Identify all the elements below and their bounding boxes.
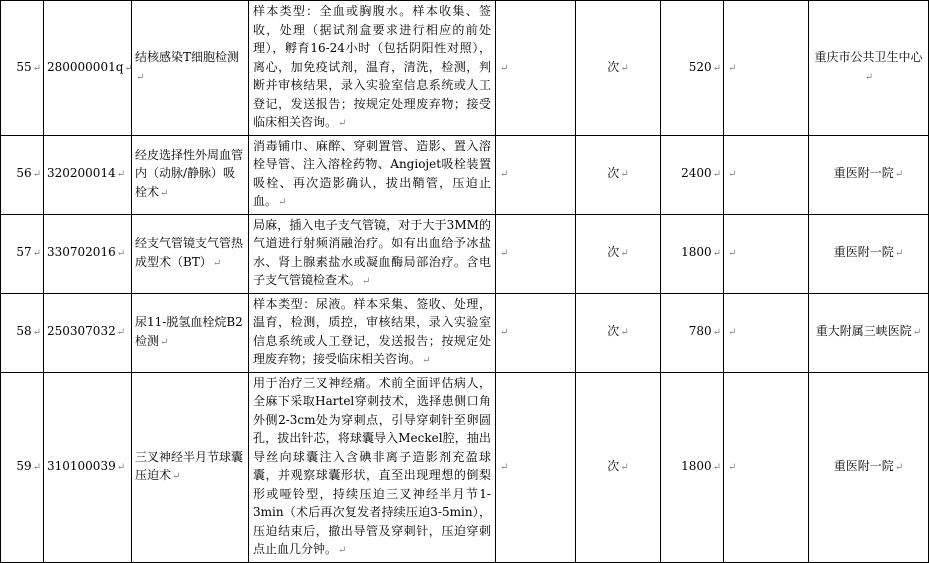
table-row <box>1 372 929 562</box>
item-price: 520↵ <box>661 1 724 136</box>
row-number: 58↵ <box>1 293 44 372</box>
empty-cell: ↵ <box>496 372 576 562</box>
empty-cell: ↵ <box>724 372 809 562</box>
item-hospital: 重大附属三峡医院↵ <box>809 293 929 372</box>
empty-cell: ↵ <box>724 293 809 372</box>
row-number: 55↵ <box>1 1 44 136</box>
item-code: 310100039↵ <box>44 372 132 562</box>
item-description: 用于治疗三叉神经痛。术前全面评估病人，全麻下采取Hartel穿刺技术，选择患侧口角外侧2-3cm处为穿刺点，引导穿刺针至卵圆孔，拔出针芯，将球囊导入Meckel腔，抽出导丝向球囊注入含碘非离子造影剂充盈球囊，并观察球囊形状，直至出现理想的倒梨形或哑铃型，持续压迫三叉神经半月节1-3min（术后再次复发者持续压迫3-5min），压迫结束后，撤出导管及穿刺针，压迫穿刺点止血几分钟。↵ <box>249 372 496 562</box>
empty-cell: ↵ <box>496 214 576 293</box>
item-hospital: 重医附一院↵ <box>809 135 929 214</box>
item-description: 样本类型：尿液。样本采集、签收、处理，温育，检测，质控，审核结果，录入实验室信息系统或人工登记，发送报告；按规定处理废弃物；接受临床相关咨询。↵ <box>249 293 496 372</box>
item-hospital: 重医附一院↵ <box>809 214 929 293</box>
item-price: 2400↵ <box>661 135 724 214</box>
empty-cell: ↵ <box>496 1 576 136</box>
item-description: 消毒铺巾、麻醉、穿刺置管、造影、置入溶栓导管、注入溶栓药物、Angiojet吸栓装置吸栓、再次造影确认，拔出鞘管，压迫止血。↵ <box>249 135 496 214</box>
empty-cell: ↵ <box>724 135 809 214</box>
item-unit: 次↵ <box>576 293 661 372</box>
item-name: 经支气管镜支气管热成型术（BT）↵ <box>132 214 249 293</box>
empty-cell: ↵ <box>496 135 576 214</box>
item-name: 三叉神经半月节球囊压迫术↵ <box>132 372 249 562</box>
item-unit: 次↵ <box>576 1 661 136</box>
table-row <box>1 214 929 293</box>
row-number: 56↵ <box>1 135 44 214</box>
row-number: 59↵ <box>1 372 44 562</box>
row-number: 57↵ <box>1 214 44 293</box>
item-name: 经皮选择性外周血管内（动脉/静脉）吸栓术↵ <box>132 135 249 214</box>
empty-cell: ↵ <box>724 214 809 293</box>
empty-cell: ↵ <box>496 293 576 372</box>
table-row <box>1 135 929 214</box>
table-row <box>1 293 929 372</box>
item-code: 250307032↵ <box>44 293 132 372</box>
table-row <box>1 1 929 136</box>
item-hospital: 重庆市公共卫生中心↵ <box>809 1 929 136</box>
item-code: 320200014↵ <box>44 135 132 214</box>
item-code: 280000001q↵ <box>44 1 132 136</box>
item-description: 样本类型：全血或胸腹水。样本收集、签收，处理（据试剂盒要求进行相应的前处理），孵育16-24小时（包括阴阳性对照），离心，加免疫试剂，温育，清洗，检测，判断并审核结果，录入实验室信息系统或人工登记，发送报告；按规定处理废弃物；接受临床相关咨询。↵ <box>249 1 496 136</box>
item-unit: 次↵ <box>576 214 661 293</box>
item-price: 1800↵ <box>661 214 724 293</box>
item-description: 局麻，插入电子支气管镜，对于大于3MM的气道进行射频消融治疗。如有出血给予冰盐水、肾上腺素盐水或凝血酶局部治疗。含电子支气管镜检查术。↵ <box>249 214 496 293</box>
item-unit: 次↵ <box>576 372 661 562</box>
item-price: 1800↵ <box>661 372 724 562</box>
empty-cell: ↵ <box>724 1 809 136</box>
item-unit: 次↵ <box>576 135 661 214</box>
item-code: 330702016↵ <box>44 214 132 293</box>
item-price: 780↵ <box>661 293 724 372</box>
item-hospital: 重医附一院↵ <box>809 372 929 562</box>
item-name: 尿11-脱氢血栓烷B2检测↵ <box>132 293 249 372</box>
item-name: 结核感染T细胞检测↵ <box>132 1 249 136</box>
